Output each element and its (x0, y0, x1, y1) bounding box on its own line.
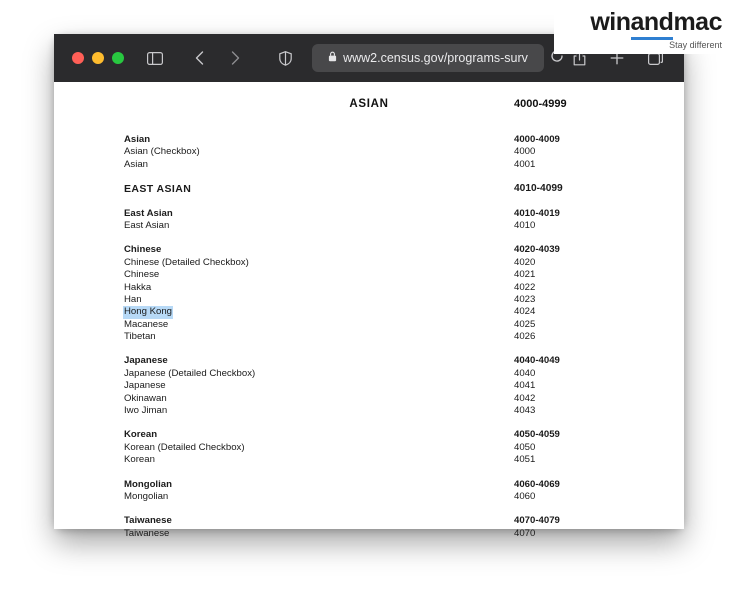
page-title-code-range: 4000-4999 (514, 98, 567, 110)
code-row-label[interactable]: Korean (Detailed Checkbox) (124, 441, 245, 453)
census-code-list-document (54, 82, 684, 540)
code-row-label[interactable]: Asian (124, 134, 151, 145)
code-row-value: 4070-4079 (514, 515, 560, 527)
browser-window (54, 34, 684, 539)
watermark-part-win: win (590, 8, 631, 36)
code-row-value: 4060 (514, 490, 536, 502)
code-row (54, 134, 684, 146)
east-asian-group (54, 208, 684, 233)
page-title: ASIAN (349, 98, 389, 110)
code-row (54, 368, 684, 380)
mongolian-group (54, 479, 684, 504)
code-row-value: 4021 (514, 269, 536, 281)
code-row-value: 4001 (514, 158, 536, 170)
code-row (54, 331, 684, 343)
code-row-label[interactable]: Japanese (Detailed Checkbox) (124, 367, 256, 379)
code-row (54, 294, 684, 306)
code-row (54, 528, 684, 540)
code-row-value: 4024 (514, 306, 536, 318)
code-row-value: 4023 (514, 293, 536, 305)
code-row (54, 479, 684, 491)
code-row-value: 4020-4039 (514, 244, 560, 256)
zoom-window-button[interactable] (112, 52, 124, 64)
code-row-value: 4022 (514, 281, 536, 293)
window-controls (72, 52, 124, 64)
code-row-label[interactable]: East Asian (124, 219, 170, 231)
code-row (54, 515, 684, 527)
code-row-value: 4051 (514, 454, 536, 466)
sidebar-toggle-icon[interactable] (142, 46, 168, 70)
code-row-label[interactable]: Macanese (124, 318, 169, 330)
taiwanese-group (54, 515, 684, 540)
code-row-label[interactable]: Chinese (Detailed Checkbox) (124, 256, 249, 268)
url-text: www2.census.gov/programs-surv (343, 51, 528, 65)
watermark-part-mac: mac (673, 8, 722, 36)
code-row-label[interactable]: Taiwanese (124, 527, 170, 539)
watermark-wordmark (554, 8, 722, 36)
code-row (54, 405, 684, 417)
code-row (54, 208, 684, 220)
lock-icon (328, 51, 337, 65)
korean-group (54, 429, 684, 466)
back-button-icon[interactable] (186, 46, 212, 70)
code-row-label[interactable]: Japanese (124, 380, 166, 392)
code-row-label[interactable]: Korean (124, 429, 158, 441)
navigation-buttons (176, 46, 248, 70)
watermark-logo (554, 8, 726, 54)
code-row (54, 355, 684, 367)
code-row (54, 393, 684, 405)
close-window-button[interactable] (72, 52, 84, 64)
code-row-value: 4050-4059 (514, 429, 560, 441)
code-row-label[interactable]: Okinawan (124, 392, 167, 404)
code-row-label[interactable]: Taiwanese (124, 515, 172, 527)
asian-group (54, 134, 684, 171)
code-row-label[interactable]: Asian (Checkbox) (124, 146, 200, 158)
code-row-value: 4060-4069 (514, 478, 560, 490)
code-row-value: 4000 (514, 146, 536, 158)
code-row (54, 442, 684, 454)
code-list-rows (54, 96, 684, 540)
code-row (54, 159, 684, 171)
code-row-label[interactable]: Iwo Jiman (124, 405, 168, 417)
privacy-shield-icon[interactable] (272, 46, 298, 70)
code-row-label[interactable]: Japanese (124, 355, 168, 367)
code-row (54, 183, 684, 195)
code-row-label[interactable]: East Asian (124, 207, 173, 219)
code-row (54, 257, 684, 269)
code-row-value: 4010-4099 (514, 183, 563, 195)
code-row-value: 4026 (514, 331, 536, 343)
code-row-value: 4040-4049 (514, 355, 560, 367)
code-row-value: 4040 (514, 367, 536, 379)
code-row-label[interactable]: Mongolian (124, 478, 172, 490)
code-row-value: 4025 (514, 318, 536, 330)
code-row-label[interactable]: Korean (124, 454, 155, 466)
code-row-label[interactable]: Chinese (124, 244, 162, 256)
code-row (54, 306, 684, 318)
forward-button-icon[interactable] (222, 46, 248, 70)
code-row-label[interactable]: Tibetan (124, 331, 156, 343)
code-row-value: 4010-4019 (514, 207, 560, 219)
code-row-label[interactable]: Mongolian (124, 490, 169, 502)
code-row-label[interactable]: Asian (124, 158, 148, 170)
code-row (54, 282, 684, 294)
code-row (54, 244, 684, 256)
code-row-value: 4043 (514, 405, 536, 417)
code-row-value: 4000-4009 (514, 134, 560, 145)
address-bar[interactable] (312, 44, 544, 72)
code-row-label[interactable]: Han (124, 293, 142, 305)
address-bar-content (328, 51, 528, 65)
code-row-label[interactable]: EAST ASIAN (124, 183, 192, 196)
japanese-group (54, 355, 684, 417)
watermark-tagline: Stay different (669, 40, 722, 50)
code-row (54, 269, 684, 281)
page-content[interactable] (54, 82, 684, 539)
code-row (54, 491, 684, 503)
east-asian-header (54, 183, 684, 195)
code-row (54, 146, 684, 158)
code-row (54, 380, 684, 392)
code-row (54, 454, 684, 466)
code-row (54, 220, 684, 232)
code-row-value: 4050 (514, 441, 536, 453)
code-row (54, 429, 684, 441)
code-row-label[interactable]: Hong Kong (124, 306, 173, 318)
code-row-value: 4041 (514, 380, 536, 392)
code-row (54, 319, 684, 331)
watermark-part-and: and (631, 8, 674, 40)
code-row-value: 4070 (514, 527, 536, 539)
code-row-label[interactable]: Hakka (124, 281, 152, 293)
code-row-value: 4042 (514, 392, 536, 404)
code-row-label[interactable]: Chinese (124, 269, 160, 281)
code-row-value: 4020 (514, 256, 536, 268)
chinese-group (54, 244, 684, 343)
code-row-value: 4010 (514, 219, 536, 231)
minimize-window-button[interactable] (92, 52, 104, 64)
